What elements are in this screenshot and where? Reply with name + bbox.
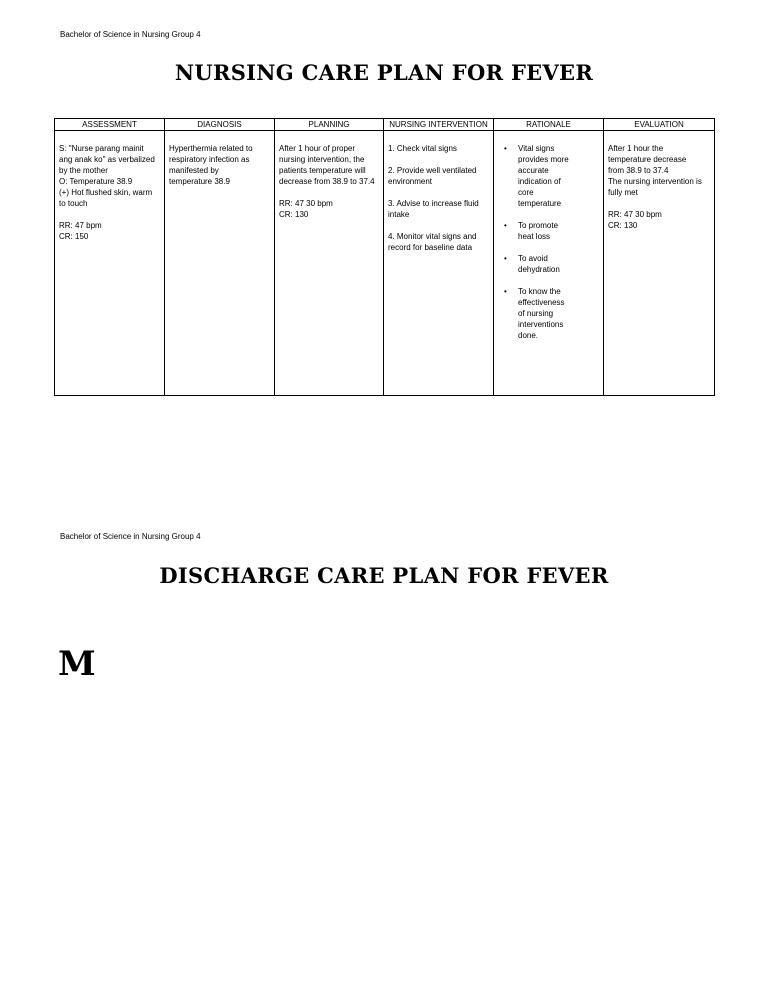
intervention-cell bbox=[384, 131, 494, 396]
assessment-line: RR: 47 bpm bbox=[59, 221, 102, 230]
assessment-cell bbox=[55, 131, 165, 396]
big-letter: M bbox=[58, 644, 96, 684]
evaluation-line: from 38.9 to 37.4 bbox=[608, 166, 669, 175]
intervention-line bbox=[388, 154, 490, 165]
evaluation-line: The nursing intervention is bbox=[608, 177, 702, 186]
planning-line: nursing intervention, the bbox=[279, 155, 365, 164]
assessment-line: S: "Nurse parang mainit bbox=[59, 144, 144, 153]
table-header-row bbox=[55, 119, 715, 131]
planning-line: CR: 130 bbox=[279, 210, 309, 219]
intervention-line: environment bbox=[388, 177, 433, 186]
page-title: DISCHARGE CARE PLAN FOR FEVER bbox=[159, 563, 609, 588]
assessment-line: (+) Hot flushed skin, warm bbox=[59, 188, 153, 197]
intervention-line: 1. Check vital signs bbox=[388, 144, 457, 153]
table-row bbox=[55, 131, 715, 396]
page-title: NURSING CARE PLAN FOR FEVER bbox=[174, 60, 594, 85]
assessment-line: CR: 150 bbox=[59, 232, 89, 241]
diagnosis-line: manifested by bbox=[169, 166, 219, 175]
evaluation-line bbox=[608, 198, 711, 209]
header-rationale: RATIONALE bbox=[494, 119, 604, 131]
group-label: Bachelor of Science in Nursing Group 4 bbox=[60, 532, 201, 541]
care-plan-table bbox=[54, 118, 715, 396]
header-diagnosis: DIAGNOSIS bbox=[165, 119, 275, 131]
planning-line: patients temperature will bbox=[279, 166, 366, 175]
intervention-line: 2. Provide well ventilated bbox=[388, 166, 477, 175]
planning-line: After 1 hour of proper bbox=[279, 144, 356, 153]
list-item: • To promote heat loss bbox=[518, 220, 570, 242]
assessment-line: by the mother bbox=[59, 166, 108, 175]
intervention-line: 4. Monitor vital signs and bbox=[388, 232, 477, 241]
planning-line bbox=[279, 187, 380, 198]
intervention-line bbox=[388, 187, 490, 198]
header-nursing-intervention: NURSING INTERVENTION bbox=[384, 119, 494, 131]
header-planning: PLANNING bbox=[275, 119, 384, 131]
evaluation-line: RR: 47 30 bpm bbox=[608, 210, 662, 219]
header-evaluation: EVALUATION bbox=[604, 119, 715, 131]
assessment-line: ang anak ko" as verbalized bbox=[59, 155, 155, 164]
evaluation-line: CR: 130 bbox=[608, 221, 638, 230]
header-assessment: ASSESSMENT bbox=[55, 119, 165, 131]
diagnosis-line: temperature 38.9 bbox=[169, 177, 230, 186]
intervention-line: record for baseline data bbox=[388, 243, 473, 252]
planning-cell bbox=[275, 131, 384, 396]
intervention-line: intake bbox=[388, 210, 410, 219]
intervention-line bbox=[388, 220, 490, 231]
intervention-line: 3. Advise to increase fluid bbox=[388, 199, 479, 208]
diagnosis-line: Hyperthermia related to bbox=[169, 144, 253, 153]
evaluation-line: After 1 hour the bbox=[608, 144, 664, 153]
rationale-cell bbox=[494, 131, 604, 396]
planning-line: RR: 47 30 bpm bbox=[279, 199, 333, 208]
assessment-line bbox=[59, 209, 161, 220]
assessment-line: O: Temperature 38.9 bbox=[59, 177, 133, 186]
list-item: • To avoid dehydration bbox=[518, 253, 570, 275]
evaluation-line: temperature decrease bbox=[608, 155, 687, 164]
rationale-list bbox=[498, 143, 600, 341]
list-item: • To know the effectiveness of nursing interventions done. bbox=[518, 286, 570, 341]
diagnosis-cell bbox=[165, 131, 275, 396]
assessment-line: to touch bbox=[59, 199, 88, 208]
planning-line: decrease from 38.9 to 37.4 bbox=[279, 177, 375, 186]
evaluation-cell bbox=[604, 131, 715, 396]
evaluation-line: fully met bbox=[608, 188, 638, 197]
list-item: • Vital signs provides more accurate indication of core temperature bbox=[518, 143, 570, 209]
group-label: Bachelor of Science in Nursing Group 4 bbox=[60, 30, 201, 39]
diagnosis-line: respiratory infection as bbox=[169, 155, 250, 164]
